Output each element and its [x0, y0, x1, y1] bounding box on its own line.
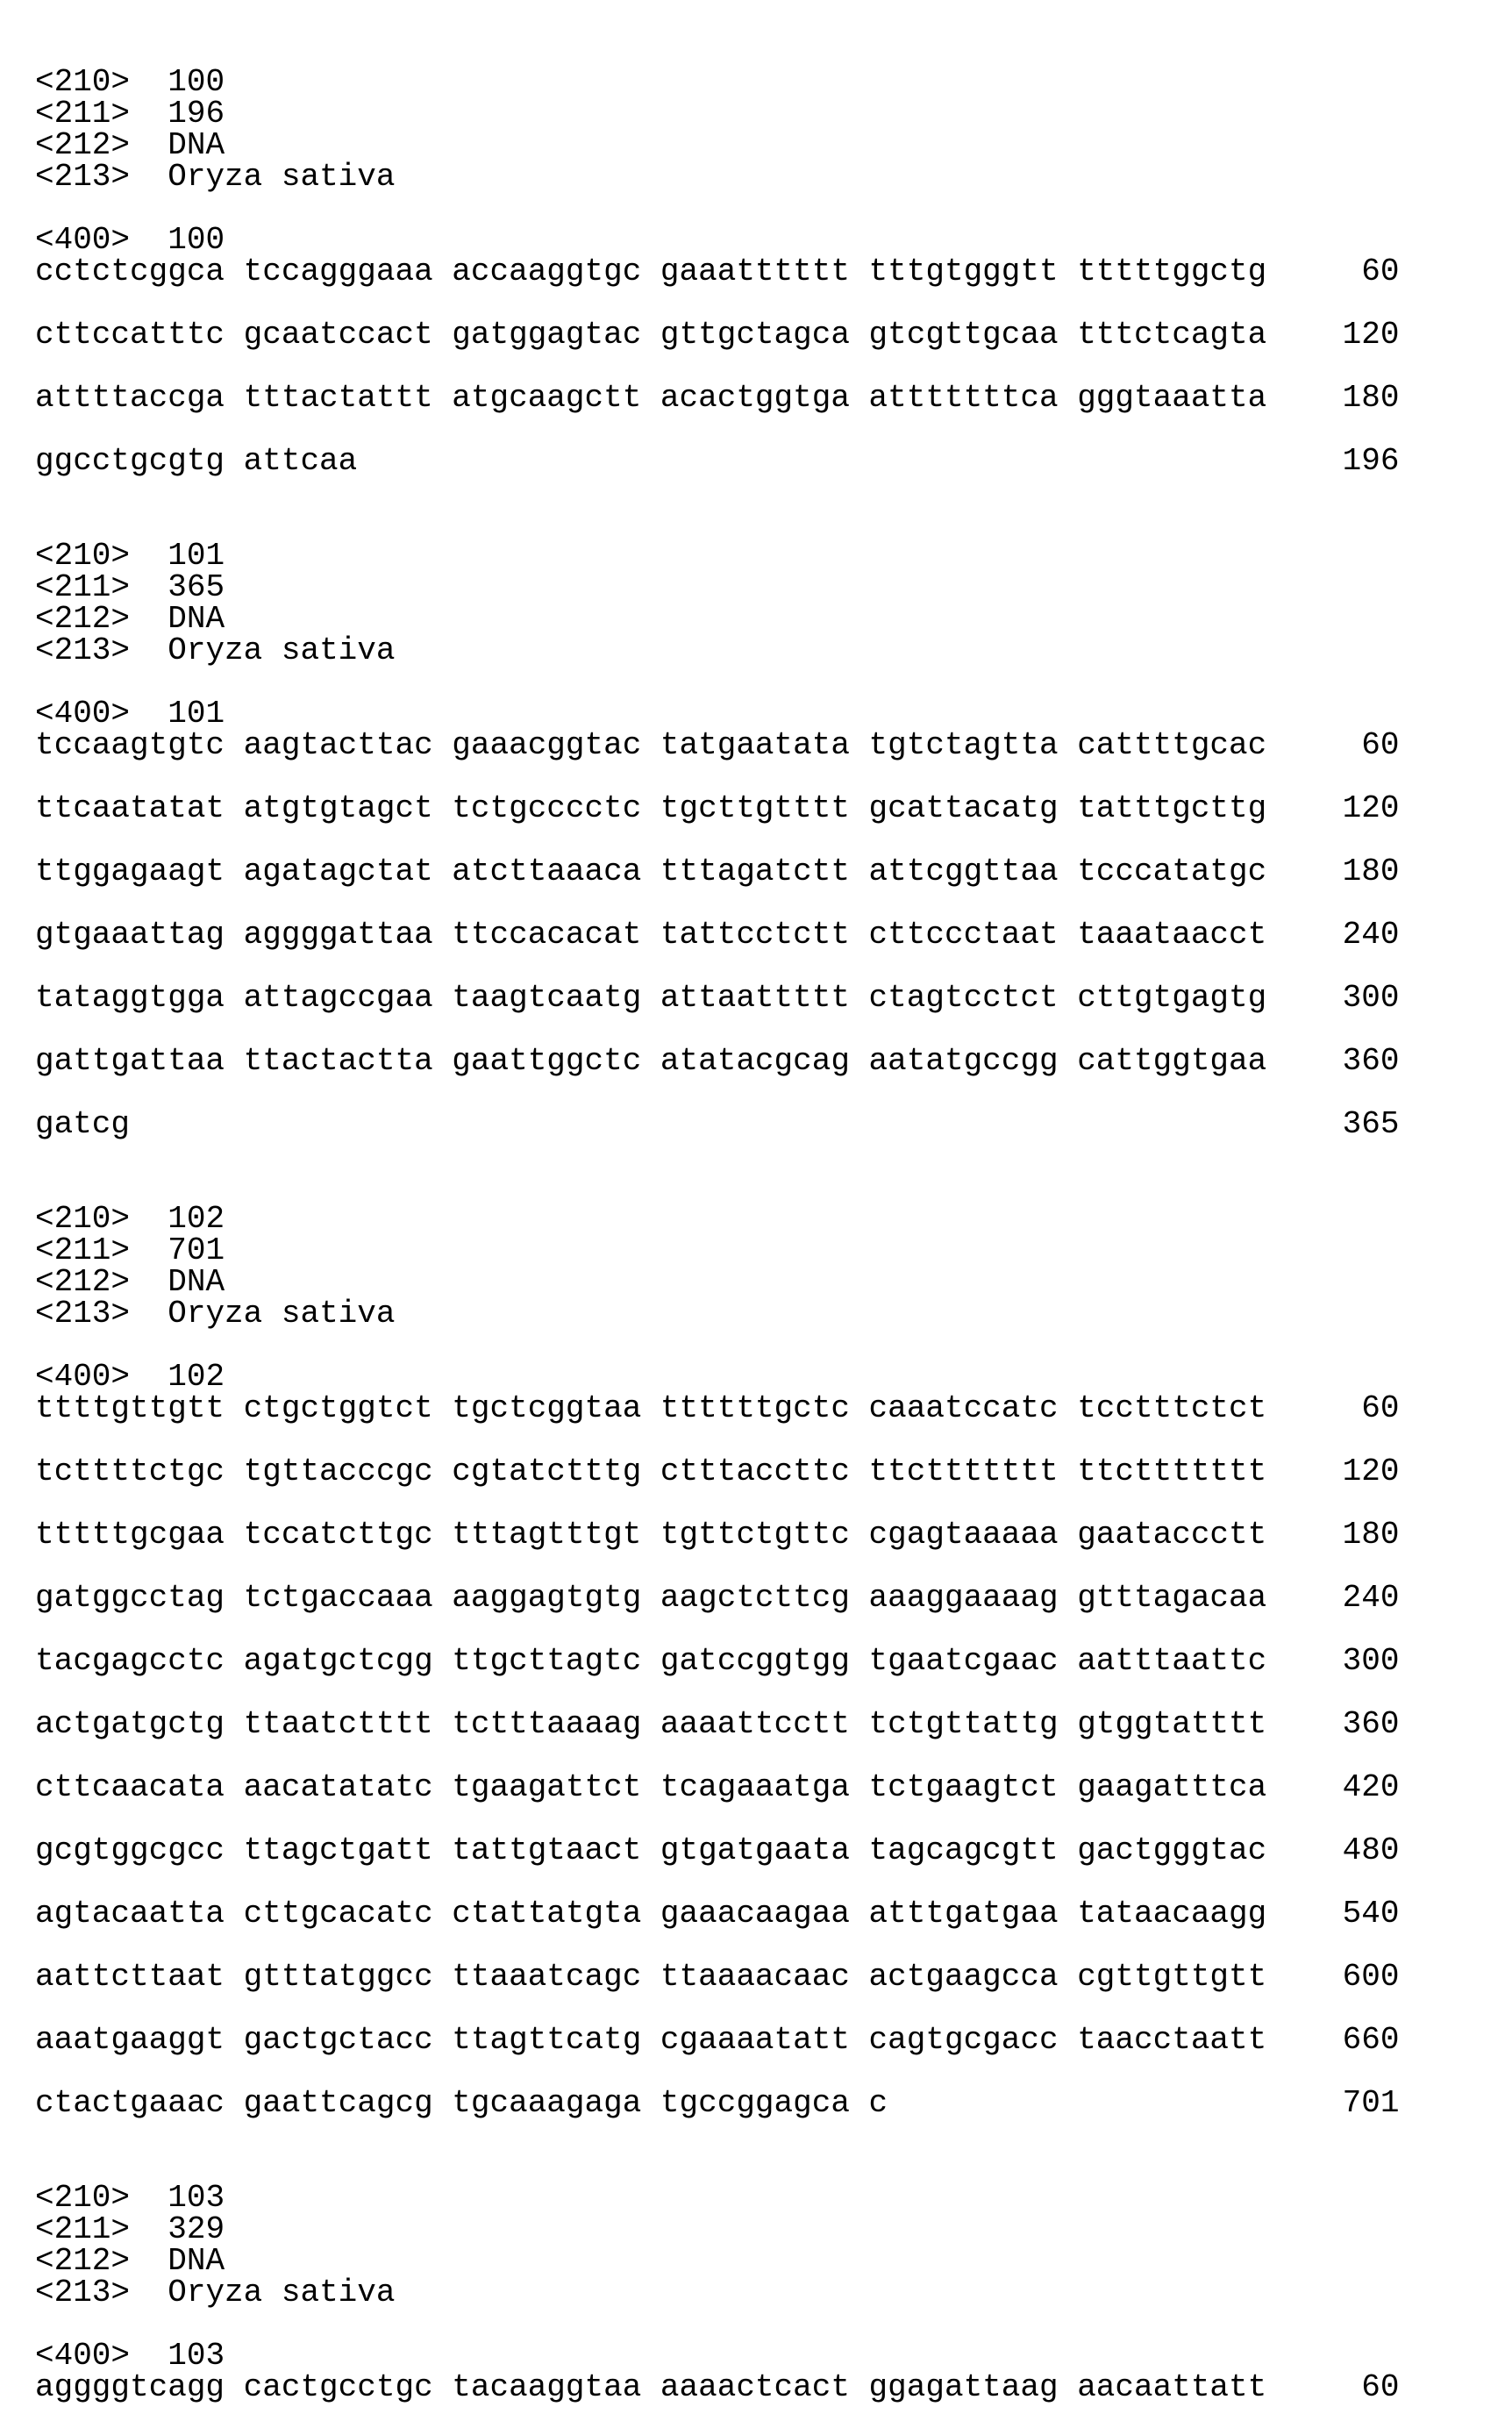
- seq-length-value: 701: [130, 1232, 225, 1268]
- blank-line: [35, 2151, 1399, 2182]
- sequence-text: ctactgaaac gaattcagcg tgcaaagaga tgccggagca c: [35, 2085, 1267, 2121]
- line-number: 360: [1266, 1706, 1400, 1742]
- seq-header-row: [35, 2277, 1399, 2309]
- line-number: 300: [1266, 1643, 1400, 1679]
- seq-header-row: [35, 161, 1399, 193]
- seq-id-value: 103: [130, 2180, 225, 2216]
- blank-line: [35, 351, 1399, 382]
- sequence-line: [35, 1519, 1399, 1551]
- seq-header-row: [35, 540, 1399, 572]
- seq-header-row: [35, 64, 1399, 100]
- seq-organism-tag: <213>: [35, 1296, 131, 1332]
- seq-400-row: [35, 222, 1399, 258]
- line-number: 120: [1266, 317, 1400, 353]
- seq-400-value: 103: [130, 2338, 225, 2374]
- blank-line: [35, 1330, 1399, 1361]
- sequence-line: [35, 1453, 1400, 1489]
- seq-400-row: [35, 2340, 1399, 2372]
- sequence-line: [35, 982, 1399, 1014]
- sequence-text: ggcctgcgtg attcaa: [35, 443, 1267, 479]
- sequence-line: [35, 1769, 1400, 1805]
- blank-line: [35, 888, 1399, 919]
- line-number: 120: [1266, 1453, 1400, 1489]
- blank-line: [35, 1614, 1399, 1646]
- blank-line: [35, 1803, 1399, 1835]
- sequence-text: aattcttaat gtttatggcc ttaaatcagc ttaaaacaac actgaagcca cgttgttgtt: [35, 1959, 1267, 1995]
- line-number: 600: [1266, 1959, 1400, 1995]
- blank-line: [35, 1867, 1399, 1898]
- seq-length-tag: <211>: [35, 96, 131, 132]
- sequence-line: [35, 1832, 1400, 1868]
- seq-id-value: 100: [130, 64, 225, 100]
- line-number: 240: [1266, 1580, 1400, 1616]
- sequence-line: [35, 1961, 1399, 1993]
- seq-type-tag: <212>: [35, 127, 131, 163]
- sequence-line: [35, 919, 1399, 951]
- blank-line: [35, 1677, 1399, 1709]
- sequence-line: [35, 2369, 1400, 2405]
- line-number: 60: [1266, 254, 1400, 289]
- seq-organism-tag: <213>: [35, 159, 131, 195]
- seq-header-row: [35, 98, 1399, 130]
- blank-line: [35, 2056, 1399, 2088]
- line-number: 540: [1266, 1896, 1400, 1932]
- blank-line: [35, 1425, 1399, 1456]
- seq-400-tag: <400>: [35, 2338, 131, 2374]
- sequence-line: [35, 1643, 1400, 1679]
- sequence-text: cttcaacata aacatatatc tgaagattct tcagaaatga tctgaagtct gaagatttca: [35, 1769, 1267, 1805]
- seq-type-value: DNA: [130, 127, 225, 163]
- sequence-line: [35, 1043, 1400, 1079]
- seq-id-tag: <210>: [35, 64, 131, 100]
- sequence-line: [35, 727, 1400, 763]
- seq-type-tag: <212>: [35, 1264, 131, 1300]
- seq-organism-value: Oryza sativa: [130, 1296, 396, 1332]
- sequence-text: tccaagtgtc aagtacttac gaaacggtac tatgaatata tgtctagtta cattttgcac: [35, 727, 1267, 763]
- blank-line: [35, 288, 1399, 319]
- sequence-text: ttggagaagt agatagctat atcttaaaca tttagatctt attcggttaa tcccatatgc: [35, 853, 1267, 889]
- blank-line: [35, 1930, 1399, 1961]
- seq-length-value: 196: [130, 96, 225, 132]
- sequence-line: [35, 382, 1399, 414]
- sequence-text: actgatgctg ttaatctttt tctttaaaag aaaattcctt tctgttattg gtggtatttt: [35, 1706, 1267, 1742]
- sequence-text: ttcaatatat atgtgtagct tctgcccctc tgcttgtttt gcattacatg tatttgcttg: [35, 790, 1267, 826]
- blank-line: [35, 477, 1399, 509]
- seq-400-value: 102: [130, 1359, 225, 1395]
- blank-line: [35, 1172, 1399, 1203]
- blank-line: [35, 1014, 1399, 1046]
- seq-header-row: [35, 1203, 1399, 1235]
- sequence-text: gtgaaattag aggggattaa ttccacacat tattcctctt cttccctaat taaataacct: [35, 917, 1267, 953]
- sequence-text: gcgtggcgcc ttagctgatt tattgtaact gtgatgaata tagcagcgtt gactgggtac: [35, 1832, 1267, 1868]
- sequence-line: [35, 256, 1399, 288]
- line-number: 240: [1266, 917, 1400, 953]
- blank-line: [35, 1077, 1399, 1109]
- seq-type-value: DNA: [130, 2243, 225, 2279]
- seq-length-tag: <211>: [35, 569, 131, 605]
- sequence-line: [35, 853, 1400, 889]
- seq-header-row: [35, 2182, 1399, 2214]
- seq-organism-value: Oryza sativa: [130, 2275, 396, 2310]
- seq-organism-tag: <213>: [35, 632, 131, 668]
- seq-400-tag: <400>: [35, 222, 131, 258]
- sequence-text: tataggtgga attagccgaa taagtcaatg attaattttt ctagtcctct cttgtgagtg: [35, 980, 1267, 1016]
- sequence-line: [35, 319, 1399, 351]
- blank-line: [35, 509, 1399, 540]
- sequence-line: [35, 1106, 1400, 1142]
- seq-header-row: [35, 569, 1399, 605]
- seq-400-row: [35, 1361, 1399, 1393]
- line-number: 120: [1266, 790, 1400, 826]
- line-number: 365: [1266, 1106, 1400, 1142]
- line-number: 60: [1266, 1390, 1400, 1426]
- seq-organism-value: Oryza sativa: [130, 632, 396, 668]
- blank-line: [35, 1993, 1399, 2025]
- blank-line: [35, 414, 1399, 446]
- line-number: 480: [1266, 1832, 1400, 1868]
- seq-organism-value: Oryza sativa: [130, 159, 396, 195]
- seq-length-tag: <211>: [35, 1232, 131, 1268]
- sequence-line: [35, 1582, 1399, 1614]
- blank-line: [35, 761, 1399, 793]
- blank-line: [35, 2119, 1399, 2151]
- line-number: 60: [1266, 727, 1400, 763]
- blank-line: [35, 1740, 1399, 1772]
- sequence-line: [35, 2022, 1400, 2058]
- seq-organism-tag: <213>: [35, 2275, 131, 2310]
- seq-type-value: DNA: [130, 1264, 225, 1300]
- seq-length-tag: <211>: [35, 2211, 131, 2247]
- sequence-line: [35, 1898, 1399, 1930]
- blank-line: [35, 193, 1399, 225]
- line-number: 660: [1266, 2022, 1400, 2058]
- seq-header-row: [35, 601, 1399, 637]
- line-number: 180: [1266, 380, 1400, 416]
- seq-header-row: [35, 1298, 1399, 1330]
- seq-id-tag: <210>: [35, 2180, 131, 2216]
- line-number: 420: [1266, 1769, 1400, 1805]
- seq-length-value: 329: [130, 2211, 225, 2247]
- seq-id-tag: <210>: [35, 1201, 131, 1237]
- line-number: 701: [1266, 2085, 1400, 2121]
- sequence-text: gatggcctag tctgaccaaa aaggagtgtg aagctcttcg aaaggaaaag gtttagacaa: [35, 1580, 1267, 1616]
- seq-400-row: [35, 698, 1399, 730]
- seq-header-row: [35, 632, 1399, 668]
- sequence-text: agtacaatta cttgcacatc ctattatgta gaaacaagaa atttgatgaa tataacaagg: [35, 1896, 1267, 1932]
- seq-400-tag: <400>: [35, 696, 131, 732]
- seq-type-tag: <212>: [35, 601, 131, 637]
- blank-line: [35, 951, 1399, 982]
- blank-line: [35, 1488, 1399, 1519]
- sequence-text: tcttttctgc tgttacccgc cgtatctttg ctttaccttc ttcttttttt ttcttttttt: [35, 1453, 1267, 1489]
- sequence-line: [35, 2085, 1400, 2121]
- seq-400-value: 101: [130, 696, 225, 732]
- seq-type-value: DNA: [130, 601, 225, 637]
- sequence-text: gatcg: [35, 1106, 1267, 1142]
- sequence-line: [35, 1706, 1400, 1742]
- seq-id-value: 101: [130, 538, 225, 574]
- sequence-text: aaatgaaggt gactgctacc ttagttcatg cgaaaatatt cagtgcgacc taacctaatt: [35, 2022, 1267, 2058]
- sequence-text: tacgagcctc agatgctcgg ttgcttagtc gatccggtgg tgaatcgaac aatttaattc: [35, 1643, 1267, 1679]
- sequence-text: gattgattaa ttactactta gaattggctc atatacgcag aatatgccgg cattggtgaa: [35, 1043, 1267, 1079]
- blank-line: [35, 1140, 1399, 1172]
- seq-400-tag: <400>: [35, 1359, 131, 1395]
- line-number: 300: [1266, 980, 1400, 1016]
- seq-header-row: [35, 2211, 1399, 2247]
- sequence-text: attttaccga tttactattt atgcaagctt acactggtga atttttttca gggtaaatta: [35, 380, 1267, 416]
- blank-line: [35, 1551, 1399, 1582]
- line-number: 60: [1266, 2369, 1400, 2405]
- seq-header-row: [35, 1264, 1399, 1300]
- seq-header-row: [35, 2243, 1399, 2279]
- line-number: 180: [1266, 853, 1400, 889]
- blank-line: [35, 2309, 1399, 2340]
- blank-line: [35, 667, 1399, 698]
- seq-header-row: [35, 127, 1399, 163]
- sequence-text: tttttgcgaa tccatcttgc tttagtttgt tgttctgttc cgagtaaaaa gaataccctt: [35, 1517, 1267, 1553]
- seq-header-row: [35, 1232, 1399, 1268]
- seq-id-tag: <210>: [35, 538, 131, 574]
- seq-type-tag: <212>: [35, 2243, 131, 2279]
- seq-length-value: 365: [130, 569, 225, 605]
- sequence-line: [35, 1390, 1400, 1426]
- line-number: 196: [1266, 443, 1400, 479]
- seq-400-value: 100: [130, 222, 225, 258]
- sequence-text: aggggtcagg cactgcctgc tacaaggtaa aaaactcact ggagattaag aacaattatt: [35, 2369, 1267, 2405]
- seq-id-value: 102: [130, 1201, 225, 1237]
- sequence-text: cctctcggca tccagggaaa accaaggtgc gaaatttttt tttgtgggtt tttttggctg: [35, 254, 1267, 289]
- sequence-text: ttttgttgtt ctgctggtct tgctcggtaa ttttttgctc caaatccatc tcctttctct: [35, 1390, 1267, 1426]
- blank-line: [35, 825, 1399, 856]
- sequence-line: [35, 443, 1400, 479]
- line-number: 360: [1266, 1043, 1400, 1079]
- line-number: 180: [1266, 1517, 1400, 1553]
- sequence-listing-content: [35, 64, 1400, 2405]
- sequence-line: [35, 790, 1400, 826]
- sequence-text: cttccatttc gcaatccact gatggagtac gttgctagca gtcgttgcaa tttctcagta: [35, 317, 1267, 353]
